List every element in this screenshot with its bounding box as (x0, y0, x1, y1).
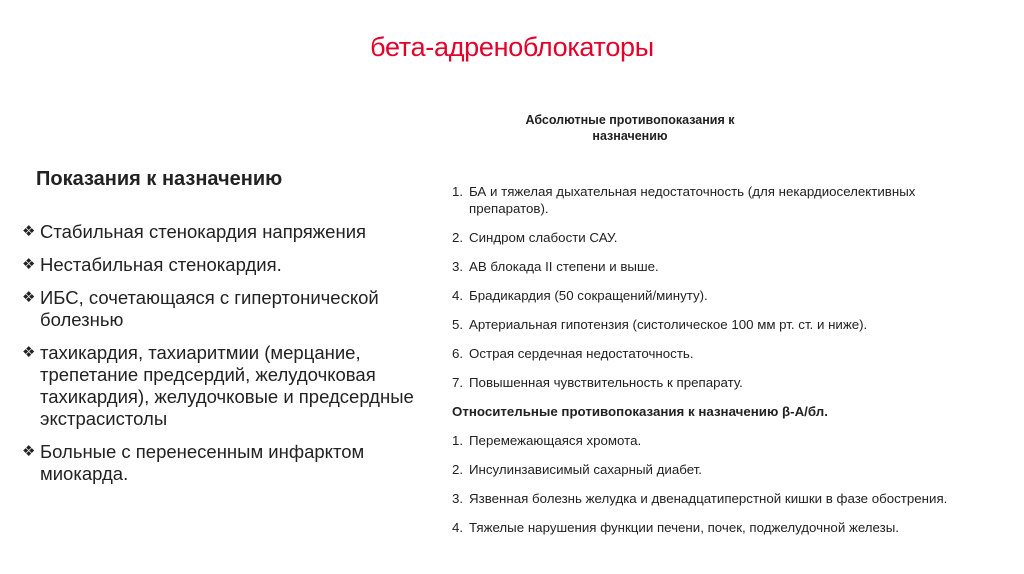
relative-contraindications-heading: Относительные противопоказания к назначению β-А/бл. (452, 404, 828, 419)
diamond-bullet-icon: ❖ (22, 289, 36, 306)
list-item: ❖ ИБС, сочетающаяся с гипертонической болезнью (22, 287, 379, 330)
list-item: 5. Артериальная гипотензия (систолическое 100 мм рт. ст. и ниже). (452, 317, 868, 332)
list-item: 3. Язвенная болезнь желудка и двенадцатиперстной кишки в фазе обострения. (452, 491, 948, 506)
list-item: 4. Брадикардия (50 сокращений/минуту). (452, 288, 708, 303)
list-item: 1. БА и тяжелая дыхательная недостаточность (для некардиоселективных препаратов). (452, 184, 916, 216)
indications-heading: Показания к назначению (36, 168, 283, 190)
list-item: ❖ тахикардия, тахиаритмии (мерцание, трепетание предсердий, желудочковая тахикардия), желудочковые и предсердные экстрасистолы (22, 342, 414, 429)
slide-title: бета-адреноблокаторы (370, 32, 654, 62)
list-item: 7. Повышенная чувствительность к препарату. (452, 375, 743, 390)
list-item: 4. Тяжелые нарушения функции печени, почек, поджелудочной железы. (452, 520, 900, 535)
contraindications-list (452, 183, 997, 548)
list-item: 2. Инсулинзависимый сахарный диабет. (452, 462, 702, 477)
list-item: 2. Синдром слабости САУ. (452, 230, 618, 245)
list-item: 1. Перемежающаяся хромота. (452, 433, 642, 448)
diamond-bullet-icon: ❖ (22, 256, 36, 273)
list-item: ❖ Нестабильная стенокардия. (22, 254, 282, 275)
list-item: 3. АВ блокада II степени и выше. (452, 259, 659, 274)
absolute-contraindications-heading: Абсолютные противопоказания к назначению (525, 113, 735, 143)
list-item: ❖ Стабильная стенокардия напряжения (22, 221, 367, 242)
diamond-bullet-icon: ❖ (22, 443, 36, 460)
diamond-bullet-icon: ❖ (22, 223, 36, 240)
list-item: 6. Острая сердечная недостаточность. (452, 346, 694, 361)
indications-list (22, 221, 442, 496)
diamond-bullet-icon: ❖ (22, 344, 36, 361)
list-item: ❖ Больные с перенесенным инфарктом миокарда. (22, 441, 365, 484)
